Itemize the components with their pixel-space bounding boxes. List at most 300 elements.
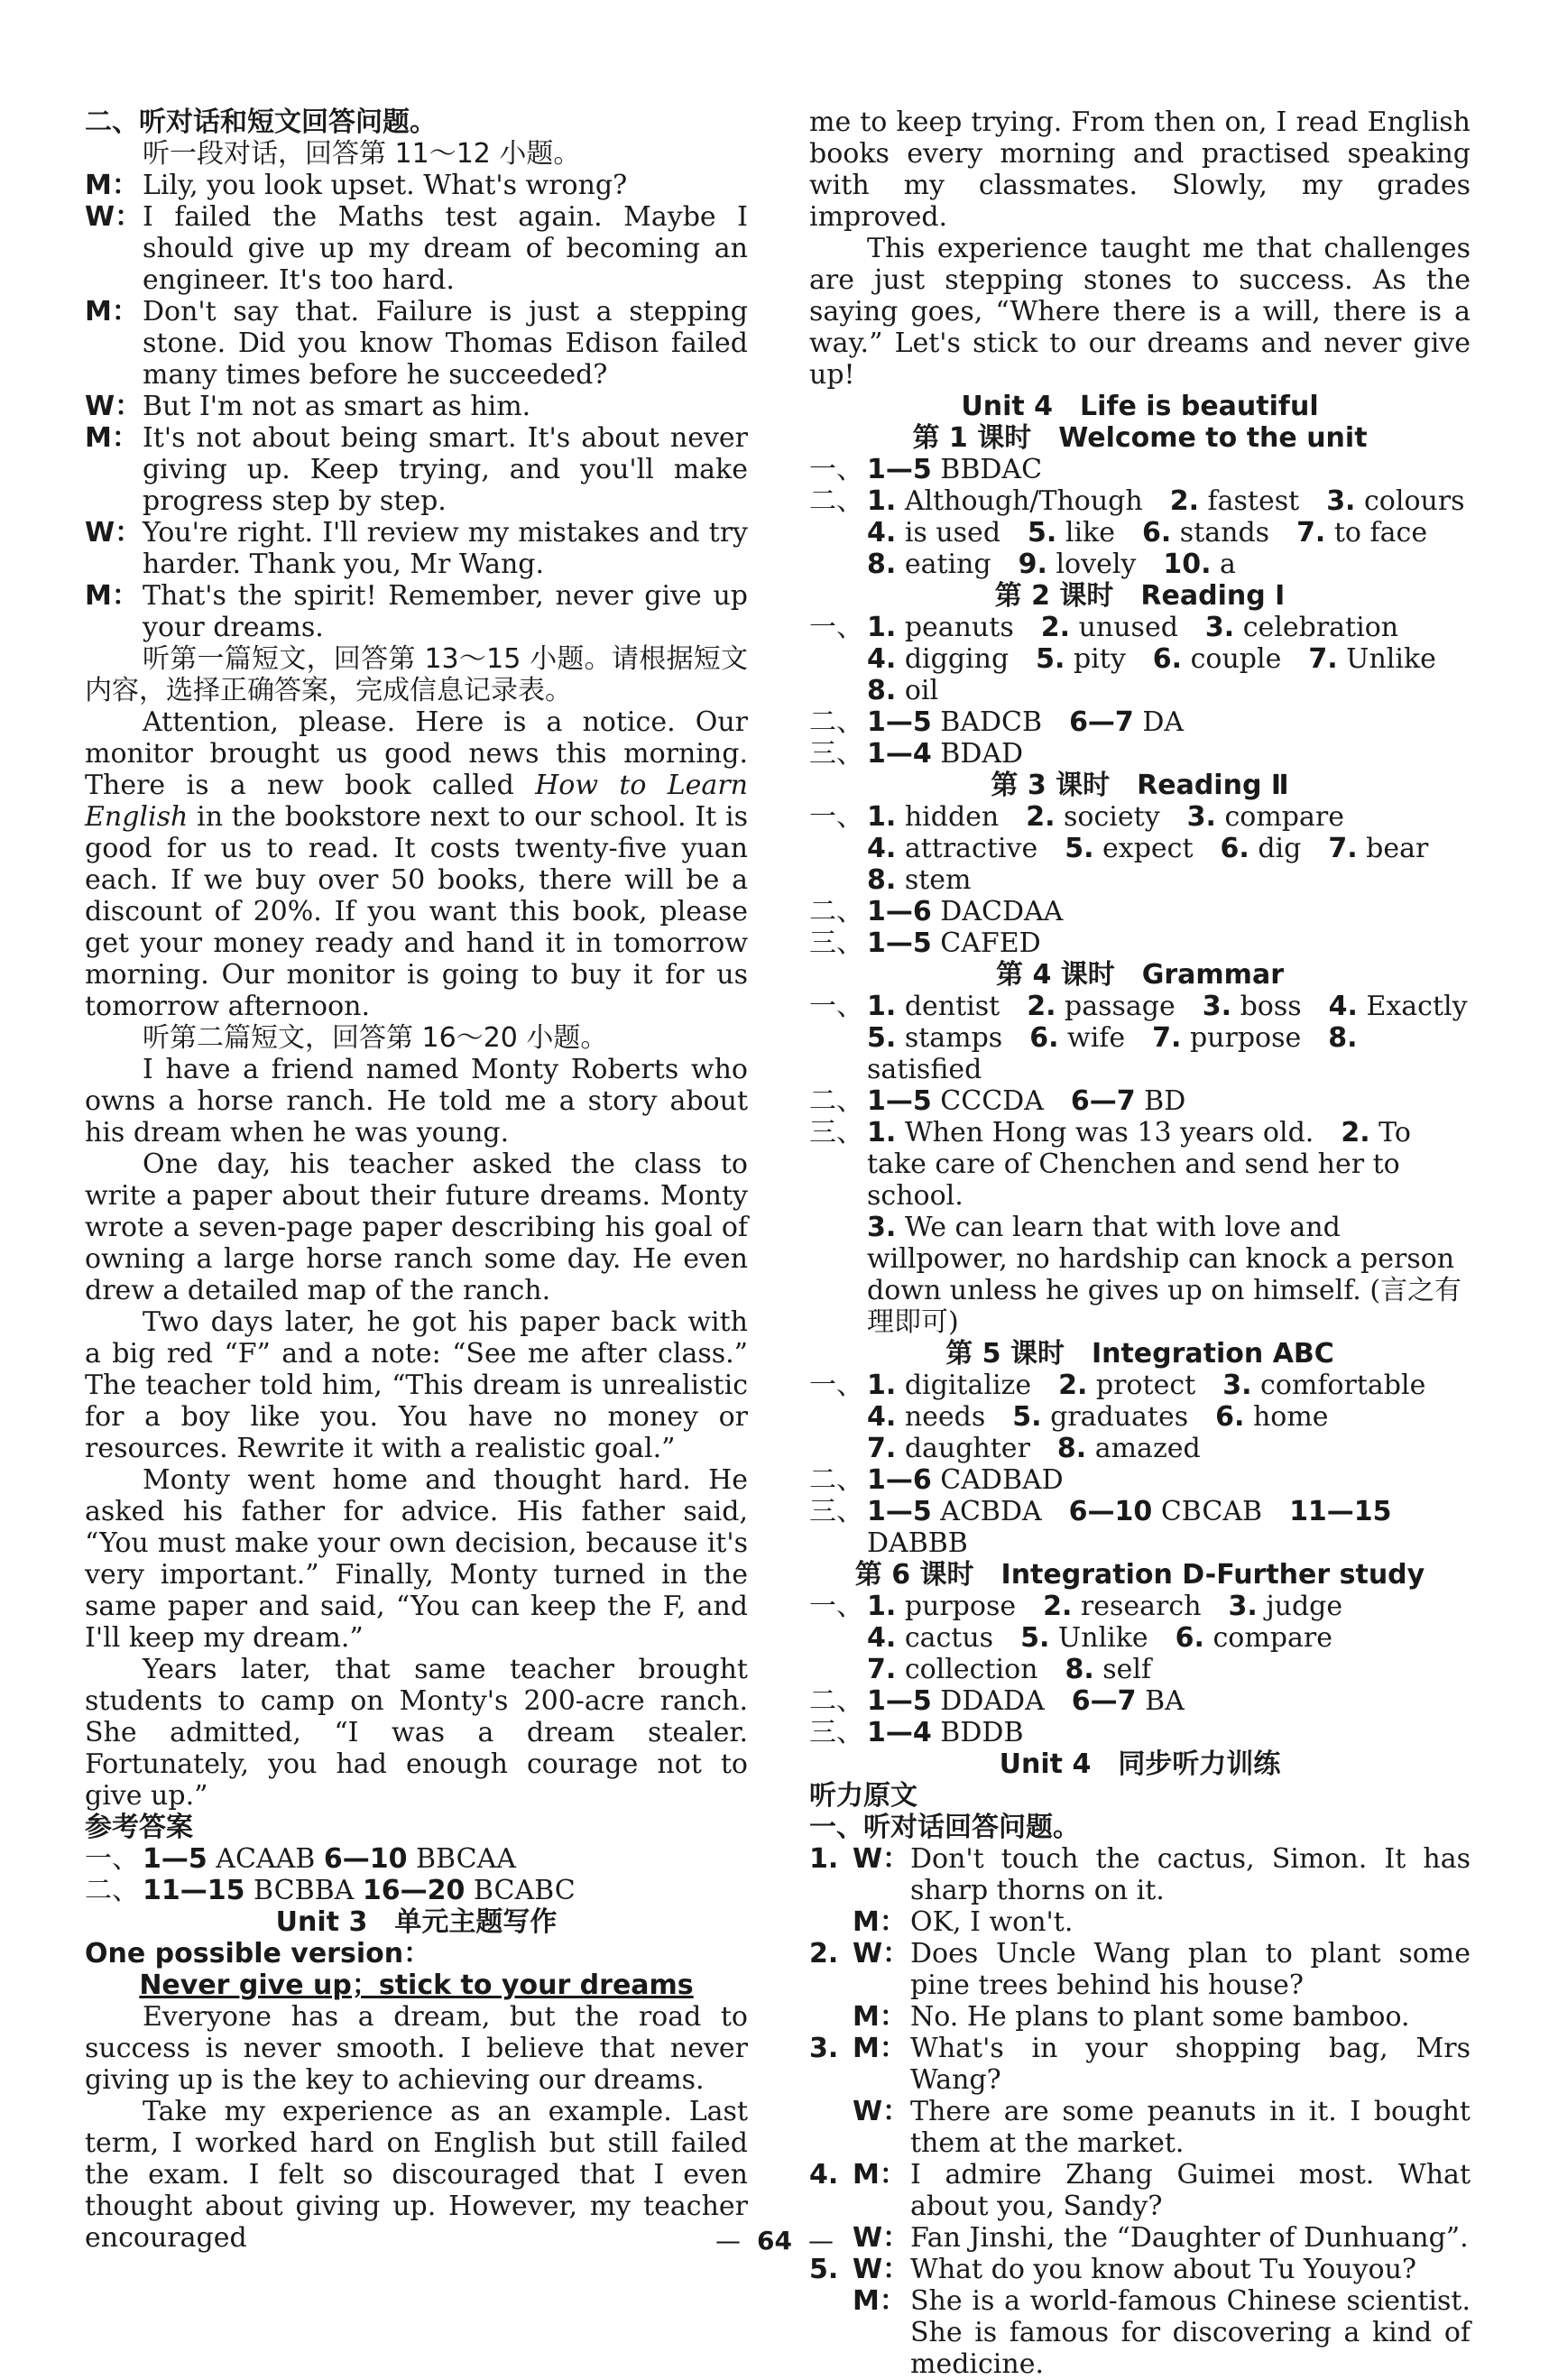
transcript-item — [809, 2159, 1471, 2222]
speaker-label: W： — [853, 2096, 910, 2127]
answers-heading: 参考答案 — [85, 1812, 193, 1843]
item-number: 1. — [809, 1843, 839, 1875]
answer-text: peanuts — [896, 612, 1041, 643]
answer-body — [867, 643, 1471, 675]
answer-text: unused — [1070, 612, 1205, 643]
answer-text: collection — [896, 1654, 1065, 1685]
answer-row — [809, 643, 1471, 675]
answer-text: dig — [1249, 833, 1329, 864]
dialogue-text: What's in your shopping bag, Mrs Wang? — [910, 2033, 1471, 2096]
answer-number: 6—7 — [1070, 1085, 1136, 1117]
answer-text: comfortable — [1251, 1370, 1426, 1401]
speaker-label: M： — [853, 2159, 907, 2191]
answer-number: 6—7 — [1071, 1685, 1137, 1717]
answer-number: 6—7 — [1069, 706, 1134, 738]
answer-text: BDDB — [931, 1717, 1024, 1748]
answer-number: 8. — [1328, 1022, 1358, 1054]
lesson-title: 第 6 课时 Integration D-Further study — [854, 1559, 1425, 1591]
answer-number: 3. — [867, 1212, 897, 1243]
answer-text: BA — [1136, 1685, 1185, 1717]
answer-row — [809, 1717, 1471, 1748]
answer-text: is used — [896, 517, 1028, 549]
speaker-label: M： — [85, 580, 139, 612]
lesson-title: 第 2 课时 Reading Ⅰ — [994, 580, 1286, 612]
answer-text: home — [1244, 1401, 1329, 1433]
answer-text: pity — [1065, 643, 1153, 675]
answer-body — [867, 485, 1471, 517]
answer-number: 2. — [1040, 612, 1071, 643]
answer-text: graduates — [1041, 1401, 1216, 1433]
answer-section: 二、 — [809, 485, 863, 517]
answer-value: BCABC — [465, 1875, 576, 1906]
answer-section — [809, 864, 867, 896]
answer-number: 5. — [1020, 1622, 1050, 1654]
answer-range: 6—10 — [323, 1843, 408, 1875]
answer-text: fastest — [1199, 485, 1327, 517]
answer-number: 2. — [1169, 485, 1199, 517]
speaker-label: M： — [853, 2033, 907, 2064]
answer-number: 4. — [867, 833, 897, 864]
answer-row — [809, 896, 1471, 927]
answer-number: 3. — [1204, 612, 1235, 643]
answer-number: 1—5 — [867, 1085, 932, 1117]
answer-row — [809, 1654, 1471, 1685]
answer-text: protect — [1087, 1370, 1223, 1401]
answer-text: stem — [896, 864, 972, 896]
essay-paragraph: Take my experience as an example. Last term, I worked hard on English but still failed the exam. I felt so discouraged that I even thought about giving up. However, my teacher encouraged — [85, 2096, 748, 2254]
answer-number: 3. — [1186, 801, 1216, 833]
transcript-line — [809, 2096, 1471, 2159]
dialogue-text: Does Uncle Wang plan to plant some pine trees behind his house? — [910, 1938, 1471, 2001]
answer-section — [809, 675, 867, 706]
answer-row — [809, 801, 1471, 833]
answer-text: amazed — [1086, 1433, 1201, 1464]
answer-text: We can learn that with love and willpower, no hardship can knock a person down unless he gives up on himself. (言之有理即可) — [867, 1212, 1462, 1338]
answer-text: DACDAA — [931, 896, 1064, 927]
answer-number: 6. — [1220, 833, 1249, 864]
answer-body — [867, 1212, 1471, 1338]
answer-row — [809, 454, 1471, 485]
dialogue-text: It's not about being smart. It's about never giving up. Keep trying, and you'll make progress step by step. — [143, 422, 748, 517]
passage2 — [85, 1054, 748, 1812]
dialogue-text: That's the spirit! Remember, never give up your dreams. — [143, 580, 748, 643]
answer-number: 1—6 — [867, 1464, 932, 1496]
lesson-title: 第 4 课时 Grammar — [996, 959, 1284, 991]
speaker-label: M： — [853, 1906, 907, 1938]
answer-text: BDAD — [931, 738, 1024, 770]
answer-text: DDADA — [931, 1685, 1072, 1717]
answer-section: 三、 — [809, 1496, 863, 1527]
answer-section: 一、 — [809, 612, 863, 643]
answer-text: purpose — [896, 1591, 1044, 1622]
lesson-title: 第 5 课时 Integration ABC — [945, 1338, 1334, 1370]
answer-text: DA — [1133, 706, 1185, 738]
answer-text: couple — [1182, 643, 1309, 675]
answer-number: 1—6 — [867, 896, 932, 927]
answer-section: 三、 — [809, 927, 863, 959]
answer-range: 11—15 — [143, 1875, 245, 1906]
transcript-line — [809, 2285, 1471, 2380]
answer-section — [809, 1622, 867, 1654]
answer-number: 7. — [867, 1654, 897, 1685]
answer-section: 二、 — [809, 706, 863, 738]
answer-text: compare — [1215, 801, 1344, 833]
essay-paragraph: Everyone has a dream, but the road to success is never smooth. I believe that never giving up is the key to achieving our dreams. — [85, 2001, 748, 2096]
passage-paragraph: I have a friend named Monty Roberts who owns a horse ranch. He told me a story about his dream when he was young. — [85, 1054, 748, 1148]
answer-body — [867, 833, 1471, 864]
answer-section — [809, 1401, 867, 1433]
speaker-label: M： — [85, 296, 139, 327]
answer-body — [867, 1622, 1471, 1654]
part1-heading: 一、听对话回答问题。 — [809, 1812, 1080, 1843]
answer-text: digitalize — [896, 1370, 1059, 1401]
answer-text: CADBAD — [931, 1464, 1064, 1496]
answer-text: research — [1072, 1591, 1229, 1622]
speaker-label: W： — [85, 391, 143, 422]
listening-items — [809, 1843, 1471, 2380]
answer-section: 三、 — [809, 738, 863, 770]
answer-number: 8. — [1056, 1433, 1087, 1464]
unit4-heading: Unit 4 Life is beautiful — [961, 391, 1319, 422]
answer-row — [809, 738, 1471, 770]
answer-text: bear — [1357, 833, 1429, 864]
essay-title: Never give up；stick to your dreams — [139, 1969, 694, 2001]
answer-text: hidden — [896, 801, 1027, 833]
answer-section — [809, 1433, 867, 1464]
answer-row — [809, 1464, 1471, 1496]
answer-section: 三、 — [809, 1717, 863, 1748]
answer-section — [809, 833, 867, 864]
dialogue-text: You're right. I'll review my mistakes and try harder. Thank you, Mr Wang. — [143, 517, 748, 580]
answer-number: 1. — [867, 1591, 897, 1622]
answer-text: attractive — [896, 833, 1065, 864]
answer-section: 一、 — [809, 991, 863, 1022]
answer-row — [809, 706, 1471, 738]
answer-number: 5. — [867, 1022, 897, 1054]
answer-row — [85, 1875, 748, 1906]
answer-number: 6—10 — [1068, 1496, 1153, 1527]
transcript-item — [809, 1938, 1471, 2001]
answer-row — [809, 1685, 1471, 1717]
passage2-intro: 听第二篇短文，回答第 16～20 小题。 — [143, 1022, 608, 1054]
answer-section: 一、 — [85, 1843, 139, 1875]
answer-body — [867, 706, 1471, 738]
answer-number: 4. — [867, 1622, 897, 1654]
answer-section: 三、 — [809, 1117, 863, 1148]
answer-text: satisfied — [867, 1054, 982, 1085]
answer-number: 1—4 — [867, 738, 932, 770]
answer-text: BD — [1135, 1085, 1186, 1117]
answer-text: When Hong was 13 years old. — [896, 1117, 1342, 1148]
answer-number: 7. — [1308, 643, 1338, 675]
answer-text: dentist — [896, 991, 1028, 1022]
answer-text: eating — [896, 549, 1019, 580]
answer-body — [867, 1433, 1471, 1464]
answer-number: 6. — [1175, 1622, 1204, 1654]
answer-text: BADCB — [931, 706, 1070, 738]
answer-value: ACAAB — [207, 1843, 324, 1875]
dialogue-text: But I'm not as smart as him. — [143, 391, 531, 422]
answer-number: 8. — [867, 864, 897, 896]
answer-row — [809, 1622, 1471, 1654]
answer-section: 一、 — [809, 1370, 863, 1401]
passage1-intro: 听第一篇短文，回答第 13～15 小题。请根据短文内容，选择正确答案，完成信息记录表。 — [85, 643, 748, 706]
answer-number: 3. — [1228, 1591, 1258, 1622]
dialogue-text: I admire Zhang Guimei most. What about you, Sandy? — [910, 2159, 1471, 2222]
essay-paragraph-continued: me to keep trying. From then on, I read English books every morning and practised speaking with my classmates. Slowly, my grades improved. — [809, 106, 1471, 233]
answer-row — [809, 1212, 1471, 1338]
answer-text: lovely — [1046, 549, 1164, 580]
answer-number: 4. — [1328, 991, 1358, 1022]
passage1-text-a: Attention, please. Here is a notice. Our monitor brought us good news this morning. There is a new book called — [85, 706, 748, 801]
dialogue — [85, 170, 748, 643]
answer-text: CCCDA — [931, 1085, 1071, 1117]
answer-row — [809, 1496, 1471, 1559]
answer-number: 11—15 — [1289, 1496, 1392, 1527]
answer-value: BBCAA — [407, 1843, 516, 1875]
answer-body — [867, 1685, 1471, 1717]
answer-number: 7. — [1328, 833, 1358, 864]
answer-number: 5. — [1065, 833, 1094, 864]
answer-text: stands — [1171, 517, 1297, 549]
answer-range: 16—20 — [362, 1875, 466, 1906]
transcript-line — [809, 1906, 1471, 1938]
answer-body — [867, 612, 1471, 643]
transcript-line — [809, 2001, 1471, 2033]
answer-body — [867, 1022, 1471, 1085]
answer-section — [809, 643, 867, 675]
answer-section: 一、 — [809, 1591, 863, 1622]
answer-number: 1. — [867, 801, 897, 833]
answer-body — [143, 1843, 748, 1875]
passage-paragraph: One day, his teacher asked the class to write a paper about their future dreams. Monty wrote a seven-page paper describing his goal of owning a large horse ranch some day. He even drew a detailed map of the ranch. — [85, 1148, 748, 1306]
answer-body — [867, 896, 1471, 927]
answer-text: judge — [1257, 1591, 1343, 1622]
answer-body — [867, 738, 1471, 770]
answer-text: expect — [1093, 833, 1221, 864]
answer-text: self — [1093, 1654, 1152, 1685]
answer-number: 1. — [867, 485, 897, 517]
speaker-label: W： — [85, 201, 143, 233]
answer-body — [867, 927, 1471, 959]
answer-row — [809, 927, 1471, 959]
answer-body — [867, 1591, 1471, 1622]
answer-section — [809, 1212, 867, 1338]
answer-number: 2. — [1341, 1117, 1370, 1148]
version-label: One possible version： — [85, 1938, 431, 1969]
answer-body — [867, 1496, 1471, 1559]
answer-number: 1—5 — [867, 927, 932, 959]
answer-text: needs — [896, 1401, 1013, 1433]
answer-text: To take care of Chenchen and send her to school. — [867, 1117, 1411, 1212]
answer-body — [867, 1717, 1471, 1748]
answer-number: 7. — [867, 1433, 897, 1464]
page-number-value: 64 — [757, 2226, 792, 2255]
dialogue-text: What do you know about Tu Youyou? — [910, 2254, 1417, 2285]
answer-row — [809, 833, 1471, 864]
answer-text: CBCAB — [1152, 1496, 1290, 1527]
answer-number: 9. — [1018, 549, 1047, 580]
dialogue-line — [85, 201, 748, 296]
dialogue-text: No. He plans to plant some bamboo. — [910, 2001, 1410, 2033]
answer-body — [867, 675, 1471, 706]
answer-section: 二、 — [809, 896, 863, 927]
answer-text: daughter — [896, 1433, 1057, 1464]
answer-number: 7. — [1152, 1022, 1182, 1054]
item-number: 2. — [809, 1938, 839, 1969]
dialogue-line — [85, 296, 748, 391]
answer-text: Unlike — [1337, 643, 1436, 675]
dialogue-text: Lily, you look upset. What's wrong? — [143, 170, 628, 201]
passage-paragraph: Two days later, he got his paper back with a big red “F” and a note: “See me after class.” The teacher told him, “This dream is unrealistic for a boy like you. You have no money or resources. Rewrite it with a realistic goal.” — [85, 1306, 748, 1464]
transcript-label: 听力原文 — [809, 1780, 917, 1812]
dialogue-text: She is a world-famous Chinese scientist. She is famous for discovering a kind of medicine. — [910, 2285, 1471, 2380]
item-number: 5. — [809, 2254, 839, 2285]
answer-row — [809, 1591, 1471, 1622]
page-number — [0, 2226, 1549, 2255]
answer-number: 6. — [1152, 643, 1183, 675]
answer-number: 8. — [1065, 1654, 1094, 1685]
answer-text: boss — [1231, 991, 1329, 1022]
answer-row — [809, 864, 1471, 896]
answer-body — [867, 1401, 1471, 1433]
answer-body — [867, 1117, 1471, 1212]
answer-row — [809, 991, 1471, 1022]
answer-row — [809, 549, 1471, 580]
speaker-label: M： — [853, 2001, 907, 2033]
answer-body — [867, 801, 1471, 833]
answer-text: CAFED — [931, 927, 1041, 959]
speaker-label: W： — [853, 1938, 910, 1969]
page-number-dash: — — [807, 2226, 834, 2255]
answer-number: 4. — [867, 643, 897, 675]
answer-text: passage — [1056, 991, 1203, 1022]
dialogue-text: I failed the Maths test again. Maybe I should give up my dream of becoming an engineer. It's too hard. — [143, 201, 748, 296]
answer-number: 10. — [1163, 549, 1212, 580]
answer-number: 1. — [867, 1370, 897, 1401]
answer-body — [867, 517, 1471, 549]
answer-row — [809, 1401, 1471, 1433]
answer-text: Exactly — [1357, 991, 1468, 1022]
left-column — [85, 106, 748, 2254]
answer-row — [809, 675, 1471, 706]
answer-number: 6. — [1215, 1401, 1245, 1433]
speaker-label: M： — [853, 2285, 907, 2317]
answer-number: 1. — [867, 991, 897, 1022]
answer-body — [143, 1875, 748, 1906]
answer-body — [867, 1464, 1471, 1496]
answer-row — [809, 485, 1471, 517]
speaker-label: W： — [853, 2222, 910, 2254]
answer-text: cactus — [896, 1622, 1021, 1654]
answer-number: 3. — [1202, 991, 1232, 1022]
answer-text: compare — [1203, 1622, 1332, 1654]
answer-text: ACBDA — [931, 1496, 1069, 1527]
answer-text: society — [1055, 801, 1187, 833]
dialogue-text: Don't touch the cactus, Simon. It has sharp thorns on it. — [910, 1843, 1471, 1906]
passage1-text-b: in the bookstore next to our school. It is good for us to read. It costs twenty-five yuan each. If we buy over 50 books, there will be a discount of 20%. If you want this book, please get your money ready and hand it in tomorrow morning. Our monitor is going to buy it for us tomorrow afternoon. — [85, 801, 748, 1022]
item-number: 3. — [809, 2033, 839, 2064]
answer-number: 1. — [867, 612, 897, 643]
dialogue-intro: 听一段对话，回答第 11～12 小题。 — [143, 138, 581, 170]
answer-text: oil — [896, 675, 939, 706]
answer-row — [809, 1085, 1471, 1117]
answer-text: digging — [896, 643, 1037, 675]
answer-row — [809, 1117, 1471, 1212]
speaker-label: M： — [85, 170, 139, 201]
answer-row — [809, 1370, 1471, 1401]
answers — [85, 1843, 748, 1906]
answer-number: 8. — [867, 549, 897, 580]
answer-section: 二、 — [85, 1875, 139, 1906]
answer-section — [809, 1654, 867, 1685]
answer-text: stamps — [896, 1022, 1030, 1054]
answer-number: 2. — [1026, 801, 1056, 833]
answer-row — [809, 612, 1471, 643]
speaker-label: W： — [853, 1843, 910, 1875]
answer-body — [867, 991, 1471, 1022]
answer-text: colours — [1355, 485, 1465, 517]
answer-text: purpose — [1181, 1022, 1329, 1054]
answer-text: like — [1056, 517, 1142, 549]
answer-row — [809, 517, 1471, 549]
dialogue-line — [85, 170, 748, 201]
book-title: How to Learn English — [85, 770, 748, 833]
answer-text: a — [1211, 549, 1236, 580]
answer-number: 1—5 — [867, 454, 932, 485]
answer-text: DABBB — [867, 1527, 968, 1559]
answer-number: 1—5 — [867, 706, 932, 738]
answer-text: wife — [1058, 1022, 1153, 1054]
dialogue-line — [85, 391, 748, 422]
speaker-label: M： — [85, 422, 139, 454]
passage1 — [85, 706, 748, 1022]
answer-number: 2. — [1027, 991, 1056, 1022]
answer-number: 3. — [1222, 1370, 1252, 1401]
answer-text: Although/Though — [896, 485, 1170, 517]
answer-number: 4. — [867, 517, 897, 549]
dialogue-text: OK, I won't. — [910, 1906, 1074, 1938]
speaker-label: W： — [85, 517, 143, 549]
answer-number: 1. — [867, 1117, 897, 1148]
answer-text: celebration — [1234, 612, 1399, 643]
answer-number: 3. — [1326, 485, 1356, 517]
section2-heading: 二、听对话和短文回答问题。 — [85, 106, 437, 138]
answer-number: 5. — [1012, 1401, 1042, 1433]
transcript-item — [809, 2254, 1471, 2285]
answer-text: Unlike — [1049, 1622, 1176, 1654]
answer-number: 2. — [1043, 1591, 1073, 1622]
answer-number: 6. — [1141, 517, 1172, 549]
answer-section — [809, 517, 867, 549]
answer-body — [867, 549, 1471, 580]
speaker-label: W： — [853, 2254, 910, 2285]
answer-number: 1—5 — [867, 1496, 932, 1527]
answer-row — [85, 1843, 748, 1875]
answer-body — [867, 1085, 1471, 1117]
answer-range: 1—5 — [143, 1843, 207, 1875]
answer-body — [867, 1370, 1471, 1401]
dialogue-line — [85, 422, 748, 517]
answer-section: 二、 — [809, 1685, 863, 1717]
answer-text: BBDAC — [931, 454, 1043, 485]
dialogue-line — [85, 580, 748, 643]
answer-number: 1—4 — [867, 1717, 932, 1748]
answer-body — [867, 1654, 1471, 1685]
answer-number: 5. — [1028, 517, 1057, 549]
answer-section — [809, 1022, 867, 1085]
answer-number: 7. — [1296, 517, 1326, 549]
